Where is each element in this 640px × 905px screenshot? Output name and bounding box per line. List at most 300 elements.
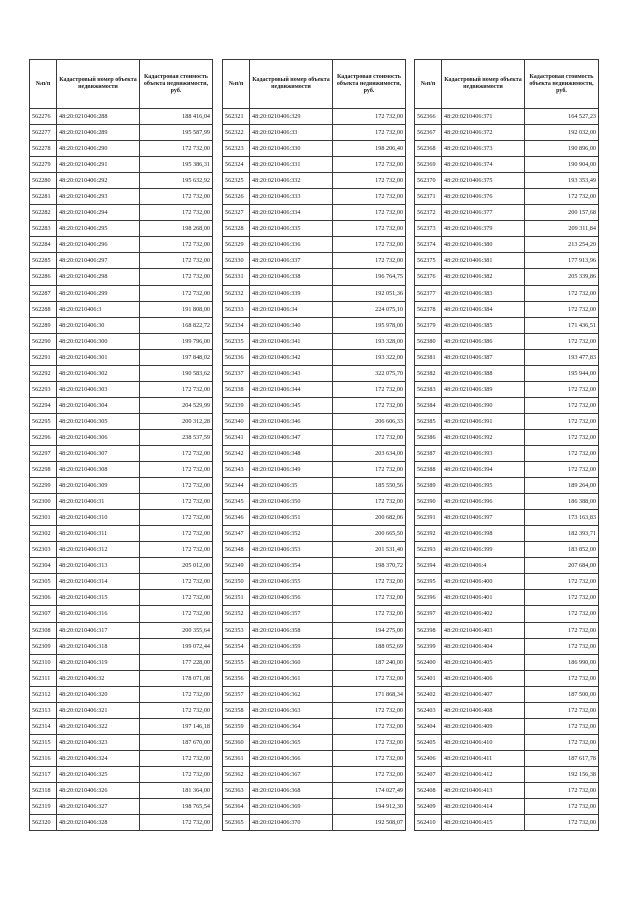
row-number: 562345 [223, 494, 250, 510]
registry-table-2 [222, 59, 406, 831]
row-number: 562320 [30, 815, 57, 831]
cadastral-number: 48:20:0210406:319 [57, 654, 140, 670]
row-number: 562358 [223, 702, 250, 718]
table-row [30, 526, 213, 542]
row-number: 562350 [223, 574, 250, 590]
header-cadastral-value: Кадастровая стоимость объекта недвижимости, руб. [140, 60, 213, 109]
header-number: №п/п [223, 60, 250, 109]
cadastral-value: 172 732,00 [140, 686, 213, 702]
cadastral-number: 48:20:0210406:298 [57, 269, 140, 285]
row-number: 562314 [30, 718, 57, 734]
registry-table-1 [29, 59, 213, 831]
cadastral-number: 48:20:0210406:311 [57, 526, 140, 542]
row-number: 562401 [415, 670, 442, 686]
cadastral-number: 48:20:0210406:318 [57, 638, 140, 654]
table-row [415, 141, 599, 157]
row-number: 562292 [30, 365, 57, 381]
cadastral-value: 172 732,00 [525, 782, 599, 798]
cadastral-number: 48:20:0210406:288 [57, 109, 140, 125]
row-number: 562372 [415, 205, 442, 221]
row-number: 562375 [415, 253, 442, 269]
cadastral-number: 48:20:0210406:33 [250, 125, 333, 141]
header-cadastral-value: Кадастровая стоимость объекта недвижимости, руб. [525, 60, 599, 109]
row-number: 562362 [223, 766, 250, 782]
cadastral-number: 48:20:0210406:347 [250, 429, 333, 445]
cadastral-value: 204 529,99 [140, 397, 213, 413]
row-number: 562284 [30, 237, 57, 253]
cadastral-value: 172 732,00 [525, 702, 599, 718]
table-row [30, 558, 213, 574]
cadastral-number: 48:20:0210406:364 [250, 718, 333, 734]
cadastral-value: 224 075,10 [333, 301, 406, 317]
cadastral-number: 48:20:0210406:320 [57, 686, 140, 702]
row-number: 562402 [415, 686, 442, 702]
cadastral-value: 172 732,00 [333, 734, 406, 750]
cadastral-value: 200 682,06 [333, 510, 406, 526]
cadastral-value: 172 732,00 [333, 189, 406, 205]
cadastral-number: 48:20:0210406:383 [442, 285, 525, 301]
row-number: 562313 [30, 702, 57, 718]
cadastral-number: 48:20:0210406:371 [442, 109, 525, 125]
table-row [415, 205, 599, 221]
cadastral-value: 172 732,00 [525, 718, 599, 734]
cadastral-value: 172 732,00 [333, 462, 406, 478]
cadastral-number: 48:20:0210406:32 [57, 670, 140, 686]
table-row [415, 429, 599, 445]
cadastral-number: 48:20:0210406:348 [250, 445, 333, 461]
row-number: 562308 [30, 622, 57, 638]
cadastral-number: 48:20:0210406:299 [57, 285, 140, 301]
cadastral-value: 172 732,00 [525, 189, 599, 205]
row-number: 562289 [30, 317, 57, 333]
table-row [30, 285, 213, 301]
row-number: 562405 [415, 734, 442, 750]
cadastral-number: 48:20:0210406:411 [442, 750, 525, 766]
row-number: 562397 [415, 606, 442, 622]
cadastral-value: 194 912,30 [333, 799, 406, 815]
row-number: 562359 [223, 718, 250, 734]
cadastral-number: 48:20:0210406:316 [57, 606, 140, 622]
header-cadastral-value: Кадастровая стоимость объекта недвижимости, руб. [333, 60, 406, 109]
cadastral-number: 48:20:0210406:338 [250, 269, 333, 285]
cadastral-number: 48:20:0210406:300 [57, 333, 140, 349]
cadastral-value: 190 583,62 [140, 365, 213, 381]
cadastral-value: 172 732,00 [140, 285, 213, 301]
cadastral-value: 213 254,20 [525, 237, 599, 253]
table-row [30, 221, 213, 237]
cadastral-value: 193 322,00 [333, 349, 406, 365]
row-number: 562354 [223, 638, 250, 654]
cadastral-number: 48:20:0210406:339 [250, 285, 333, 301]
table-row [223, 173, 406, 189]
cadastral-value: 168 822,72 [140, 317, 213, 333]
cadastral-number: 48:20:0210406:346 [250, 413, 333, 429]
cadastral-value: 200 355,64 [140, 622, 213, 638]
cadastral-value: 172 732,00 [333, 381, 406, 397]
header-cadastral-number: Кадастровый номер объекта недвижимости [57, 60, 140, 109]
cadastral-number: 48:20:0210406:35 [250, 478, 333, 494]
cadastral-value: 187 240,00 [333, 654, 406, 670]
cadastral-value: 172 732,00 [140, 750, 213, 766]
table-row [30, 782, 213, 798]
row-number: 562347 [223, 526, 250, 542]
cadastral-value: 172 732,00 [333, 766, 406, 782]
cadastral-number: 48:20:0210406:331 [250, 157, 333, 173]
row-number: 562389 [415, 478, 442, 494]
row-number: 562293 [30, 381, 57, 397]
table-row [415, 654, 599, 670]
cadastral-value: 172 732,00 [525, 574, 599, 590]
cadastral-value: 172 732,00 [140, 606, 213, 622]
table-header-row [30, 60, 213, 109]
cadastral-number: 48:20:0210406:387 [442, 349, 525, 365]
cadastral-value: 172 732,00 [525, 397, 599, 413]
cadastral-value: 172 732,00 [333, 429, 406, 445]
cadastral-value: 201 531,40 [333, 542, 406, 558]
row-number: 562330 [223, 253, 250, 269]
row-number: 562323 [223, 141, 250, 157]
table-row [223, 782, 406, 798]
row-number: 562349 [223, 558, 250, 574]
cadastral-number: 48:20:0210406:327 [57, 799, 140, 815]
row-number: 562287 [30, 285, 57, 301]
cadastral-number: 48:20:0210406:377 [442, 205, 525, 221]
row-number: 562369 [415, 157, 442, 173]
table-row [415, 702, 599, 718]
table-row [415, 638, 599, 654]
cadastral-value: 183 852,00 [525, 542, 599, 558]
table-row [30, 445, 213, 461]
cadastral-value: 172 732,00 [525, 429, 599, 445]
table-row [223, 815, 406, 831]
row-number: 562382 [415, 365, 442, 381]
table-row [415, 766, 599, 782]
cadastral-number: 48:20:0210406:405 [442, 654, 525, 670]
cadastral-value: 172 732,00 [140, 205, 213, 221]
cadastral-number: 48:20:0210406:321 [57, 702, 140, 718]
cadastral-value: 199 796,00 [140, 333, 213, 349]
cadastral-number: 48:20:0210406:415 [442, 815, 525, 831]
cadastral-value: 172 732,00 [333, 494, 406, 510]
table-row [415, 606, 599, 622]
table-row [223, 654, 406, 670]
table-row [30, 365, 213, 381]
cadastral-number: 48:20:0210406:295 [57, 221, 140, 237]
table-row [30, 574, 213, 590]
table-row [30, 494, 213, 510]
row-number: 562357 [223, 686, 250, 702]
cadastral-value: 172 732,00 [333, 253, 406, 269]
cadastral-value: 172 732,00 [525, 333, 599, 349]
table-row [30, 590, 213, 606]
row-number: 562279 [30, 157, 57, 173]
cadastral-value: 186 388,00 [525, 494, 599, 510]
cadastral-value: 199 072,44 [140, 638, 213, 654]
table-row [30, 478, 213, 494]
cadastral-value: 172 732,00 [140, 526, 213, 542]
table-row [223, 686, 406, 702]
cadastral-value: 195 632,92 [140, 173, 213, 189]
cadastral-value: 190 904,00 [525, 157, 599, 173]
cadastral-number: 48:20:0210406:337 [250, 253, 333, 269]
cadastral-value: 172 732,00 [525, 445, 599, 461]
row-number: 562355 [223, 654, 250, 670]
table-row [223, 734, 406, 750]
cadastral-value: 186 990,00 [525, 654, 599, 670]
cadastral-number: 48:20:0210406:351 [250, 510, 333, 526]
cadastral-value: 191 808,00 [140, 301, 213, 317]
row-number: 562367 [415, 125, 442, 141]
table-row [30, 622, 213, 638]
cadastral-value: 193 328,00 [333, 333, 406, 349]
row-number: 562331 [223, 269, 250, 285]
cadastral-value: 172 732,00 [140, 141, 213, 157]
cadastral-value: 198 268,00 [140, 221, 213, 237]
table-row [415, 189, 599, 205]
table-row [30, 702, 213, 718]
cadastral-value: 200 312,28 [140, 413, 213, 429]
cadastral-number: 48:20:0210406:385 [442, 317, 525, 333]
cadastral-number: 48:20:0210406:362 [250, 686, 333, 702]
cadastral-value: 171 436,51 [525, 317, 599, 333]
table-row [223, 429, 406, 445]
table-row [223, 189, 406, 205]
row-number: 562338 [223, 381, 250, 397]
cadastral-number: 48:20:0210406:388 [442, 365, 525, 381]
table-row [415, 574, 599, 590]
table-row [223, 718, 406, 734]
cadastral-number: 48:20:0210406:404 [442, 638, 525, 654]
cadastral-number: 48:20:0210406:309 [57, 478, 140, 494]
table-row [415, 462, 599, 478]
row-number: 562322 [223, 125, 250, 141]
cadastral-value: 172 732,00 [525, 638, 599, 654]
table-row [30, 237, 213, 253]
table-row [223, 510, 406, 526]
table-row [30, 654, 213, 670]
cadastral-value: 172 732,00 [140, 189, 213, 205]
cadastral-value: 187 670,00 [140, 734, 213, 750]
row-number: 562388 [415, 462, 442, 478]
cadastral-number: 48:20:0210406:370 [250, 815, 333, 831]
cadastral-number: 48:20:0210406:403 [442, 622, 525, 638]
row-number: 562365 [223, 815, 250, 831]
cadastral-value: 172 732,00 [525, 462, 599, 478]
cadastral-number: 48:20:0210406:361 [250, 670, 333, 686]
cadastral-number: 48:20:0210406:356 [250, 590, 333, 606]
cadastral-number: 48:20:0210406:325 [57, 766, 140, 782]
cadastral-number: 48:20:0210406:349 [250, 462, 333, 478]
cadastral-number: 48:20:0210406:386 [442, 333, 525, 349]
cadastral-number: 48:20:0210406:395 [442, 478, 525, 494]
cadastral-number: 48:20:0210406:304 [57, 397, 140, 413]
table-row [223, 349, 406, 365]
table-row [223, 799, 406, 815]
table-header-row [223, 60, 406, 109]
table-row [30, 718, 213, 734]
row-number: 562303 [30, 542, 57, 558]
row-number: 562309 [30, 638, 57, 654]
cadastral-value: 187 617,78 [525, 750, 599, 766]
row-number: 562373 [415, 221, 442, 237]
cadastral-value: 177 913,96 [525, 253, 599, 269]
table-row [223, 462, 406, 478]
table-row [30, 815, 213, 831]
table-row [30, 397, 213, 413]
table-row [415, 125, 599, 141]
cadastral-number: 48:20:0210406:354 [250, 558, 333, 574]
row-number: 562300 [30, 494, 57, 510]
row-number: 562321 [223, 109, 250, 125]
table-row [30, 333, 213, 349]
cadastral-number: 48:20:0210406:369 [250, 799, 333, 815]
cadastral-value: 172 732,00 [525, 285, 599, 301]
row-number: 562339 [223, 397, 250, 413]
table-row [30, 799, 213, 815]
cadastral-value: 172 732,00 [525, 799, 599, 815]
cadastral-number: 48:20:0210406:352 [250, 526, 333, 542]
row-number: 562304 [30, 558, 57, 574]
table-row [415, 815, 599, 831]
row-number: 562326 [223, 189, 250, 205]
row-number: 562319 [30, 799, 57, 815]
row-number: 562329 [223, 237, 250, 253]
cadastral-number: 48:20:0210406:335 [250, 221, 333, 237]
cadastral-number: 48:20:0210406:394 [442, 462, 525, 478]
row-number: 562324 [223, 157, 250, 173]
row-number: 562307 [30, 606, 57, 622]
cadastral-number: 48:20:0210406:372 [442, 125, 525, 141]
row-number: 562400 [415, 654, 442, 670]
cadastral-value: 172 732,00 [333, 237, 406, 253]
cadastral-number: 48:20:0210406:382 [442, 269, 525, 285]
table-row [415, 285, 599, 301]
cadastral-value: 172 732,00 [525, 413, 599, 429]
registry-table-3 [414, 59, 599, 831]
row-number: 562380 [415, 333, 442, 349]
cadastral-number: 48:20:0210406:353 [250, 542, 333, 558]
cadastral-value: 172 732,00 [333, 750, 406, 766]
cadastral-number: 48:20:0210406:398 [442, 526, 525, 542]
cadastral-value: 172 732,00 [333, 221, 406, 237]
cadastral-number: 48:20:0210406:303 [57, 381, 140, 397]
row-number: 562278 [30, 141, 57, 157]
row-number: 562346 [223, 510, 250, 526]
cadastral-number: 48:20:0210406:343 [250, 365, 333, 381]
table-row [30, 157, 213, 173]
row-number: 562282 [30, 205, 57, 221]
row-number: 562318 [30, 782, 57, 798]
table-row [223, 285, 406, 301]
cadastral-value: 197 146,18 [140, 718, 213, 734]
row-number: 562409 [415, 799, 442, 815]
row-number: 562316 [30, 750, 57, 766]
cadastral-value: 187 500,00 [525, 686, 599, 702]
table-row [30, 173, 213, 189]
cadastral-number: 48:20:0210406:402 [442, 606, 525, 622]
row-number: 562285 [30, 253, 57, 269]
cadastral-value: 172 732,00 [333, 574, 406, 590]
cadastral-value: 174 027,49 [333, 782, 406, 798]
cadastral-value: 181 364,00 [140, 782, 213, 798]
row-number: 562371 [415, 189, 442, 205]
cadastral-value: 172 732,00 [140, 766, 213, 782]
row-number: 562315 [30, 734, 57, 750]
row-number: 562283 [30, 221, 57, 237]
cadastral-number: 48:20:0210406:312 [57, 542, 140, 558]
row-number: 562391 [415, 510, 442, 526]
table-row [223, 638, 406, 654]
table-row [223, 606, 406, 622]
cadastral-value: 172 732,00 [333, 125, 406, 141]
row-number: 562311 [30, 670, 57, 686]
cadastral-value: 196 764,75 [333, 269, 406, 285]
table-row [223, 494, 406, 510]
table-row [30, 638, 213, 654]
row-number: 562312 [30, 686, 57, 702]
cadastral-number: 48:20:0210406:342 [250, 349, 333, 365]
table-row [223, 558, 406, 574]
table-row [223, 141, 406, 157]
table-row [223, 574, 406, 590]
cadastral-value: 185 550,56 [333, 478, 406, 494]
table-row [415, 542, 599, 558]
cadastral-number: 48:20:0210406:326 [57, 782, 140, 798]
table-row [415, 478, 599, 494]
cadastral-value: 172 732,00 [525, 381, 599, 397]
cadastral-value: 172 732,00 [525, 815, 599, 831]
row-number: 562384 [415, 397, 442, 413]
cadastral-number: 48:20:0210406:296 [57, 237, 140, 253]
table-row [223, 622, 406, 638]
row-number: 562298 [30, 462, 57, 478]
cadastral-number: 48:20:0210406:374 [442, 157, 525, 173]
cadastral-value: 172 732,00 [140, 237, 213, 253]
row-number: 562374 [415, 237, 442, 253]
row-number: 562301 [30, 510, 57, 526]
table-row [30, 510, 213, 526]
cadastral-number: 48:20:0210406:329 [250, 109, 333, 125]
row-number: 562383 [415, 381, 442, 397]
cadastral-number: 48:20:0210406:302 [57, 365, 140, 381]
row-number: 562356 [223, 670, 250, 686]
row-number: 562360 [223, 734, 250, 750]
row-number: 562351 [223, 590, 250, 606]
row-number: 562341 [223, 429, 250, 445]
cadastral-number: 48:20:0210406:367 [250, 766, 333, 782]
header-number: №п/п [415, 60, 442, 109]
cadastral-number: 48:20:0210406:297 [57, 253, 140, 269]
cadastral-value: 200 665,50 [333, 526, 406, 542]
cadastral-value: 172 732,00 [525, 301, 599, 317]
cadastral-value: 172 732,00 [525, 734, 599, 750]
table-row [415, 221, 599, 237]
cadastral-number: 48:20:0210406:357 [250, 606, 333, 622]
table-row [223, 750, 406, 766]
table-row [415, 558, 599, 574]
row-number: 562381 [415, 349, 442, 365]
row-number: 562385 [415, 413, 442, 429]
cadastral-number: 48:20:0210406:355 [250, 574, 333, 590]
table-row [223, 381, 406, 397]
row-number: 562310 [30, 654, 57, 670]
cadastral-number: 48:20:0210406:3 [57, 301, 140, 317]
table-row [30, 766, 213, 782]
cadastral-value: 203 634,00 [333, 445, 406, 461]
cadastral-number: 48:20:0210406:345 [250, 397, 333, 413]
row-number: 562276 [30, 109, 57, 125]
cadastral-value: 172 732,00 [525, 670, 599, 686]
